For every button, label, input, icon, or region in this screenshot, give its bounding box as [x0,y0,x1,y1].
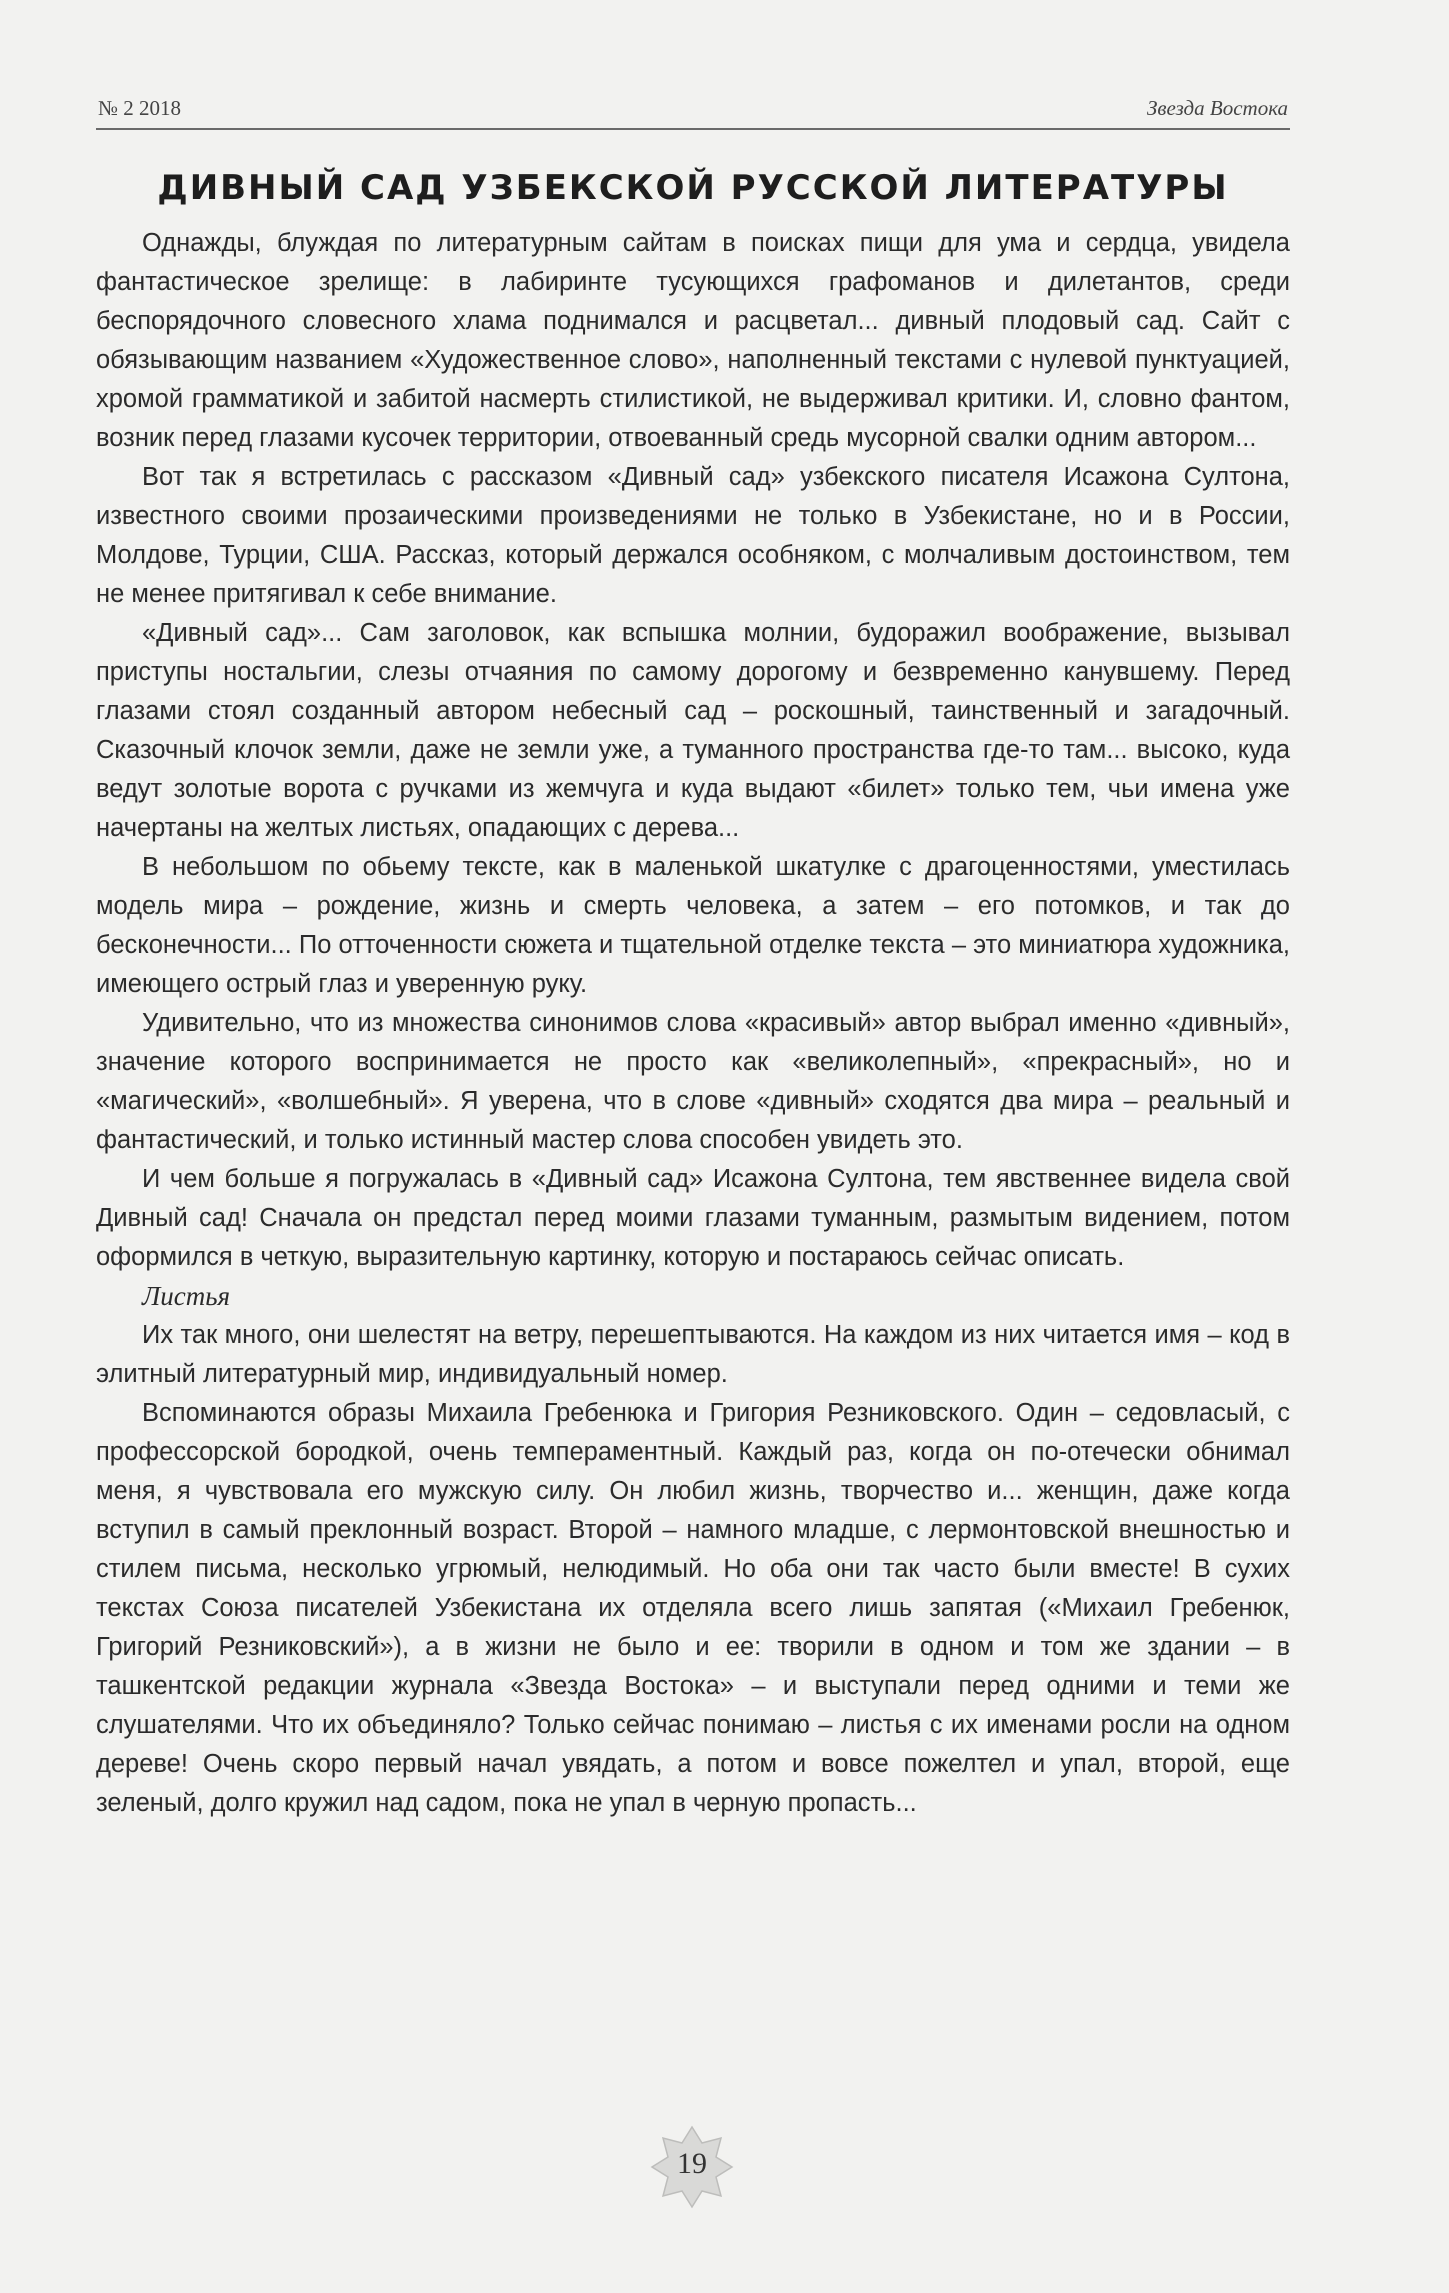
paragraph: «Дивный сад»... Сам заголовок, как вспышка молнии, будоражил воображение, вызывал приступы ностальгии, слезы отчаяния по самому дорогому и безвременно канувшему. Перед глазами стоял созданный автором небесный сад – роскошный, таинственный и загадочный. Сказочный клочок земли, даже не земли уже, а туманного пространства где-то там... высоко, куда ведут золотые ворота с ручками из жемчуга и куда выдают «билет» только тем, чьи имена уже начертаны на желтых листьях, опадающих с дерева... [96,619,1290,842]
article-title: ДИВНЫЙ САД УЗБЕКСКОЙ РУССКОЙ ЛИТЕРАТУРЫ [157,168,1229,208]
issue-label: № 2 2018 [98,96,182,120]
journal-name: Звезда Востока [1147,96,1288,120]
paragraph: Их так много, они шелестят на ветру, перешептываются. На каждом из них читается имя – код в элитный литературный мир, индивидуальный номер. [96,1321,1290,1388]
paragraph: И чем больше я погружалась в «Дивный сад» Исажона Султона, тем явственнее видела свой Дивный сад! Сначала он предстал перед моими глазами туманным, размытым видением, потом оформился в четкую, выразительную картинку, которую и постараюсь сейчас описать. [96,1165,1290,1271]
paragraph: Вот так я встретилась с рассказом «Дивный сад» узбекского писателя Исажона Султона, известного своими прозаическими произведениями не только в Узбекистане, но и в России, Молдове, Турции, США. Рассказ, который держался особняком, с молчаливым достоинством, тем не менее притягивал к себе внимание. [96,463,1290,608]
page-number-badge [650,2125,734,2209]
page-number: 19 [677,2147,707,2180]
paragraph: Вспоминаются образы Михаила Гребенюка и Григория Резниковского. Один – седовласый, с профессорской бородкой, очень темпераментный. Каждый раз, когда он по-отечески обнимал меня, я чувствовала его мужскую силу. Он любил жизнь, творчество и... женщин, даже когда вступил в самый преклонный возраст. Второй – намного младше, с лермонтовской внешностью и стилем письма, несколько угрюмый, нелюдимый. Но оба они так часто были вместе! В сухих текстах Союза писателей Узбекистана их отделяла всего лишь запятая («Михаил Гребенюк, Григорий Резниковский»), а в жизни не было и ее: творили в одном и том же здании – в ташкентской редакции журнала «Звезда Востока» – и выступали перед одними и теми же слушателями. Что их объединяло? Только сейчас понимаю – листья с их именами росли на одном дереве! Очень скоро первый начал увядать, а потом и вовсе пожелтел и упал, второй, еще зеленый, долго кружил над садом, пока не упал в черную пропасть... [96,1399,1290,1817]
paragraph: Удивительно, что из множества синонимов слова «красивый» автор выбрал именно «дивный», значение которого воспринимается не просто как «великолепный», «прекрасный», но и «магический», «волшебный». Я уверена, что в слове «дивный» сходятся два мира – реальный и фантастический, и только истинный мастер слова способен увидеть это. [96,1009,1290,1154]
paragraph: Однажды, блуждая по литературным сайтам в поисках пищи для ума и сердца, увидела фантастическое зрелище: в лабиринте тусующихся графоманов и дилетантов, среди беспорядочного словесного хлама поднимался и расцветал... дивный плодовый сад. Сайт с обязывающим названием «Художественное слово», наполненный текстами с нулевой пунктуацией, хромой грамматикой и забитой насмерть стилистикой, не выдерживал критики. И, словно фантом, возник перед глазами кусочек территории, отвоеванный средь мусорной свалки одним автором... [96,229,1290,452]
paragraph: В небольшом по обьему тексте, как в маленькой шкатулке с драгоценностями, уместилась модель мира – рождение, жизнь и смерть человека, а затем – его потомков, и так до бесконечности... По отточенности сюжета и тщательной отделке текста – это миниатюра художника, имеющего острый глаз и уверенную руку. [96,853,1290,998]
running-header [96,94,1290,130]
article-body [96,224,1290,1823]
section-subheading: Листья [142,1281,231,1311]
